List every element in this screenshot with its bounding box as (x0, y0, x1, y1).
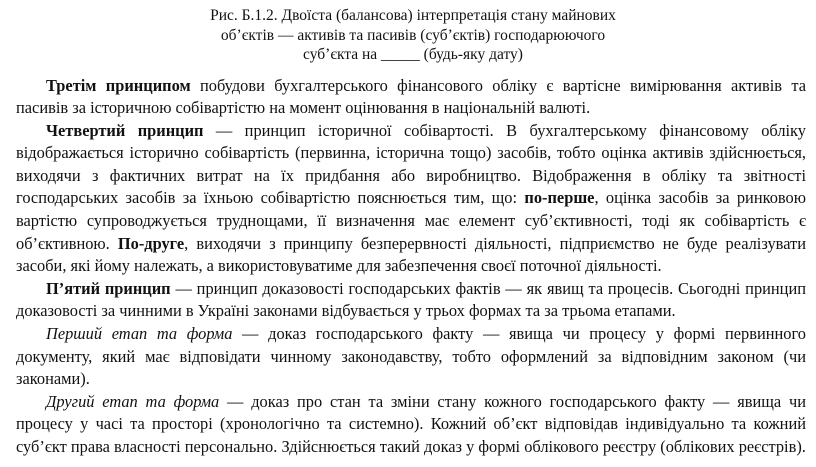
paragraph-second-stage (16, 391, 806, 459)
paragraph-fifth-principle (16, 278, 806, 323)
fourth-principle-heading: Четвертий принцип (46, 120, 204, 140)
first-stage-heading: Перший етап та форма (46, 324, 233, 344)
caption-line-2: об’єктів — активів та пасивів (суб’єктів) господарюючого (220, 26, 606, 44)
first-stage-text: — доказ господарського факту — явища чи процесу у формі первинного документу, який має відповідати чинному законодавству, тобто оформлений за відповідним законом (чи законами). (16, 324, 806, 389)
caption-line-3: суб’єкта на _____ (будь-яку дату) (303, 46, 523, 63)
first-point-label: по-перше (524, 188, 595, 208)
fifth-principle-heading: П’ятий принцип (46, 278, 171, 298)
fourth-principle-text-2: , оцінка засобів за ринковою вартістю супроводжується труднощами, її визначення має елемент суб’єктивності, тоді як собівартість є об’єктивною. (16, 188, 806, 253)
fourth-principle-text-3: , виходячи з принципу безперервності діяльності, підприємство не буде реалізувати засоби, які йому належать, а використовуватиме для забезпечення своєї поточної діяльності. (16, 233, 806, 276)
fifth-principle-text: — принцип доказовості господарських фактів — як явищ та процесів. Сьогодні принцип доказовості за чинними в Україні законами відбувається у трьох формах та за трьома етапами. (16, 278, 806, 321)
paragraph-fourth-principle (16, 120, 806, 278)
caption-line-1: Рис. Б.1.2. Двоїста (балансова) інтерпретація стану майнових (210, 7, 616, 24)
second-stage-text: — доказ про стан та зміни стану кожного господарського факту — явища чи процесу у часі та просторі (хронологічно та системно). Кожний об’єкт відповідав індивідуально та кожний суб’єкт права власності персонально. Здійснюється такий доказ у формі облікового реєстру (облікових реєстрів). (16, 391, 806, 456)
fourth-principle-text-1: — принцип історичної собівартості. В бухгалтерському фінансовому обліку відображається історично собівартість (первинна, історична тощо) засобів, тобто оцінка активів здійснюється, виходячи з фактичних витрат на їх придбання або виробництво. Відображення в обліку та звітності господарських засобів за їхньою собівартістю пояснюється тим, що: (16, 120, 806, 208)
paragraph-first-stage (16, 323, 806, 391)
figure-caption (16, 6, 806, 65)
third-principle-text: побудови бухгалтерського фінансового обліку є вартісне вимірювання активів та пасивів за історичною собівартістю на момент оцінювання в національній валюті. (16, 75, 806, 118)
second-stage-heading: Другий етап та форма (46, 391, 220, 411)
second-point-label: По-друге (117, 233, 185, 253)
third-principle-heading: Третім принципом (46, 75, 191, 95)
paragraph-third-principle (16, 75, 806, 120)
